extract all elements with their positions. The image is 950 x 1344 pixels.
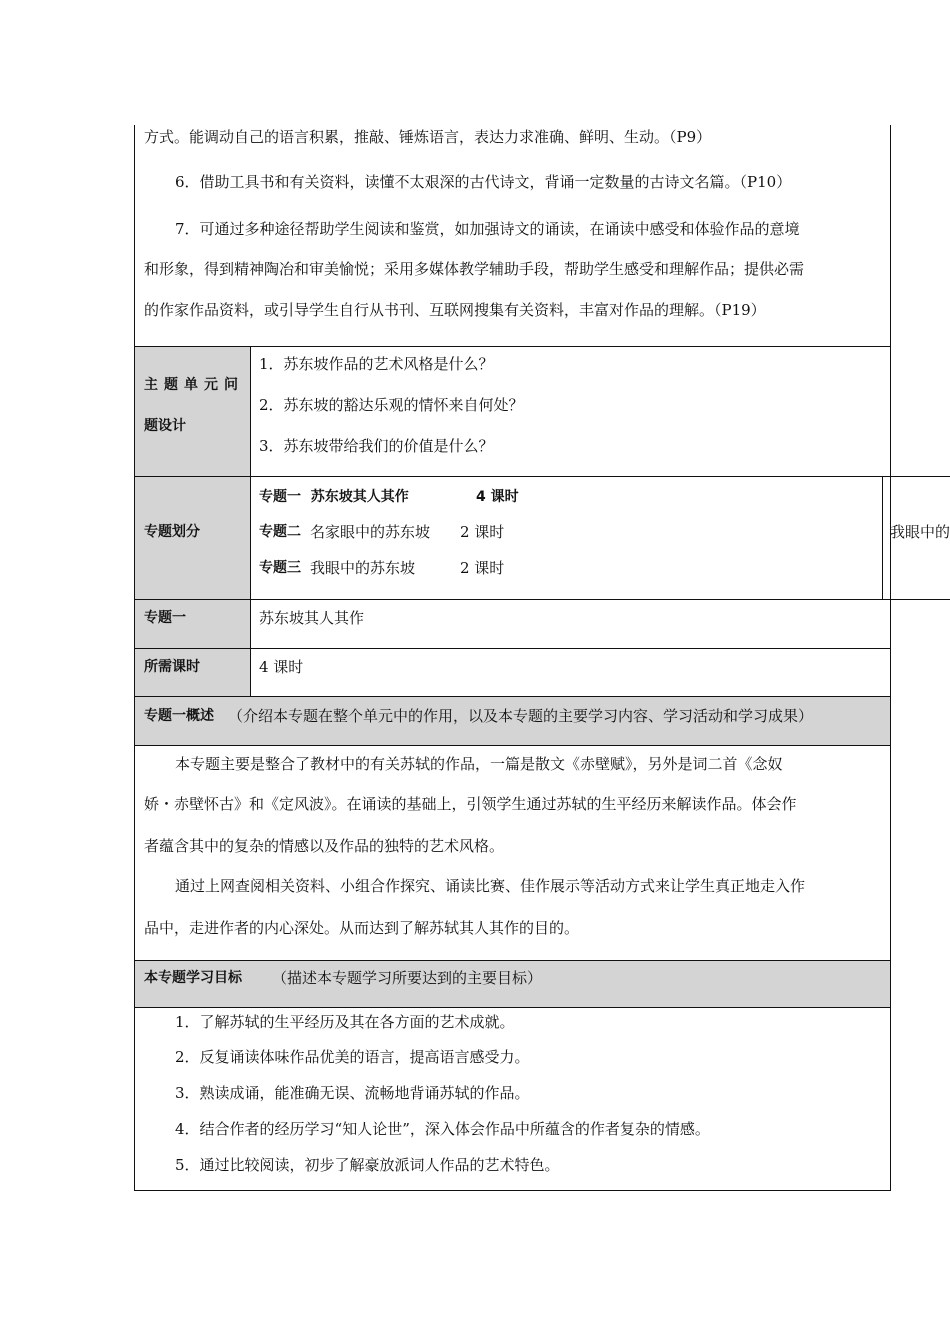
topic2-hours: 2 课时 (460, 523, 505, 541)
goals-header-label: 本专题学习目标 (144, 970, 242, 986)
row-divider (134, 476, 950, 477)
label-column-divider (250, 346, 251, 696)
topic1-value: 苏东坡其人其作 (259, 609, 365, 627)
goal-item: 5．通过比较阅读，初步了解豪放派词人作品的艺术特色。 (175, 1156, 560, 1174)
standards-line: 6．借助工具书和有关资料，读懂不太艰深的古代诗文，背诵一定数量的古诗文名篇。（P10） (175, 173, 792, 191)
table-left-border (134, 125, 135, 1191)
standards-line: 和形象，得到精神陶冶和审美愉悦；采用多媒体教学辅助手段，帮助学生感受和理解作品；提供必需 (144, 260, 805, 278)
topic1-name: 专题一 苏东坡其人其作 (259, 489, 409, 505)
topic1-hours: 4 课时 (476, 489, 519, 505)
goal-item: 3．熟读成诵，能准确无误、流畅地背诵苏轼的作品。 (175, 1084, 530, 1102)
topic2-label: 专题二 (259, 524, 301, 540)
overview-header-label: 专题一概述 (144, 708, 214, 724)
row-divider (134, 599, 950, 600)
question-item: 1．苏东坡作品的艺术风格是什么？ (259, 355, 494, 373)
goals-header-note: （描述本专题学习所要达到的主要目标） (272, 969, 543, 987)
questions-label: 题设计 (144, 418, 186, 434)
hours-label: 所需课时 (144, 659, 200, 675)
overview-paragraph-line: 娇・赤壁怀古》和《定风波》。在诵读的基础上，引领学生通过苏轼的生平经历来解读作品。体会作 (144, 795, 797, 813)
overview-paragraph-line: 品中，走进作者的内心深处。从而达到了解苏轼其人其作的目的。 (144, 919, 580, 937)
overview-paragraph-line: 通过上网查阅相关资料、小组合作探究、诵读比赛、佳作展示等活动方式来让学生真正地走入作 (175, 877, 806, 895)
row-divider (134, 745, 891, 746)
row-divider (134, 346, 891, 347)
table-right-border (890, 125, 891, 1191)
overview-header-note: （介绍本专题在整个单元中的作用，以及本专题的主要学习内容、学习活动和学习成果） (228, 707, 814, 725)
questions-label: 主题单元问 (144, 377, 244, 393)
overflow-cell-left-border (882, 476, 883, 600)
overview-paragraph-line: 本专题主要是整合了教材中的有关苏轼的作品，一篇是散文《赤壁赋》，另外是词二首《念奴 (175, 755, 783, 773)
hours-value: 4 课时 (259, 658, 304, 676)
row-divider (134, 1007, 891, 1008)
topic3-hours: 2 课时 (460, 559, 505, 577)
goal-item: 4．结合作者的经历学习“知人论世”，深入体会作品中所蕴含的作者复杂的情感。 (175, 1120, 710, 1138)
goal-item: 2．反复诵读体味作品优美的语言，提高语言感受力。 (175, 1048, 530, 1066)
goal-item: 1．了解苏轼的生平经历及其在各方面的艺术成就。 (175, 1013, 515, 1031)
topic1-label: 专题一 (144, 610, 186, 626)
topic2-name: 名家眼中的苏东坡 (310, 523, 431, 541)
question-item: 3．苏东坡带给我们的价值是什么？ (259, 437, 494, 455)
standards-line: 方式。能调动自己的语言积累，推敲、锤炼语言，表达力求准确、鲜明、生动。（P9） (144, 128, 712, 146)
question-item: 2．苏东坡的豁达乐观的情怀来自何处？ (259, 396, 524, 414)
overview-paragraph-line: 者蕴含其中的复杂的情感以及作品的独特的艺术风格。 (144, 837, 505, 855)
table-bottom-border (134, 1190, 891, 1191)
overflow-cell-text: 我眼中的 (890, 523, 950, 541)
division-label: 专题划分 (144, 524, 200, 540)
topic3-label: 专题三 (259, 560, 301, 576)
topic3-name: 我眼中的苏东坡 (310, 559, 416, 577)
standards-line: 的作家作品资料，或引导学生自行从书刊、互联网搜集有关资料，丰富对作品的理解。（P19） (144, 301, 766, 319)
questions-label-cell (135, 347, 250, 476)
row-divider (134, 648, 891, 649)
row-divider (134, 960, 891, 961)
standards-line: 7．可通过多种途径帮助学生阅读和鉴赏，如加强诗文的诵读，在诵读中感受和体验作品的意境 (175, 220, 800, 238)
row-divider (134, 696, 891, 697)
